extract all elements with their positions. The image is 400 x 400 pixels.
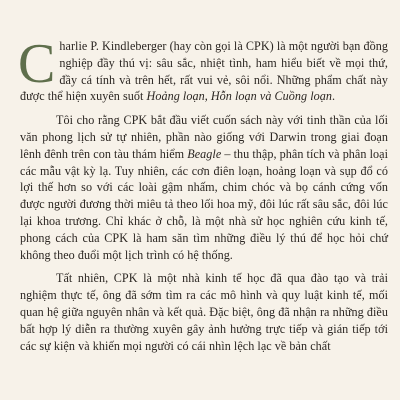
paragraph-3 xyxy=(20,270,388,354)
ship-name-italic: Beagle xyxy=(187,146,222,161)
drop-cap-letter: C xyxy=(18,33,56,95)
paragraph-1-text: harlie P. Kindleberger (hay còn gọi là CPK) là một người bạn đồng nghiệp đầy thú vị: sâu sắc, nhiệt tình, ham hiểu biết về mọi thứ, đầy cá tính và trên hết, rất vui vẻ, sôi nổi. Những phẩm chất này được thể hiện xuyên suốt xyxy=(20,39,388,104)
book-title-italic: Hoảng loạn, Hỗn loạn và Cuồng loạn xyxy=(146,89,333,104)
paragraph-2-text-end: – thu thập, phân tích và phân loại các mẫu vật kỳ lạ. Tuy nhiên, các cơn điên loạn, hoảng loạn và sụp đổ có lợi thế hơn so với các loài gậm nhấm, chim chóc và bọ cánh cứng vốn được người đương thời miêu tả theo lối hoa mỹ, đôi lúc rất sâu sắc, đôi lúc lại khoa trương. Chỉ khác ở chỗ, là một nhà sử học nghiên cứu kinh tế, phong cách của CPK là ham săn tìm những điều lý thú để học hỏi chứ không theo đuổi một lịch trình có hệ thống. xyxy=(20,146,388,262)
paragraph-3-text: Tất nhiên, CPK là một nhà kinh tế học đã qua đào tạo và trải nghiệm thực tế, ông đã sớm tìm ra các mô hình và quy luật kinh tế, mối quan hệ giữa nguyên nhân và kết quả. Đặc biệt, ông đã nhận ra những điều bất hợp lý diễn ra thường xuyên gây ảnh hưởng trực tiếp và gián tiếp tới các sự kiện và khiến mọi người có cái nhìn lệch lạc về bản chất xyxy=(20,271,388,353)
paragraph-1-ending: . xyxy=(332,89,336,104)
paragraph-1 xyxy=(18,33,388,105)
page-text-block xyxy=(18,33,388,354)
paragraph-2-text-start: Tôi cho rằng CPK bắt đầu viết cuốn sách này với tinh thần của lối văn phong lịch sử tự nhiên, phần nào giống với Darwin trong giai đoạn lênh đênh trên con tàu thám hiểm xyxy=(20,113,388,161)
paragraph-2 xyxy=(20,112,388,263)
